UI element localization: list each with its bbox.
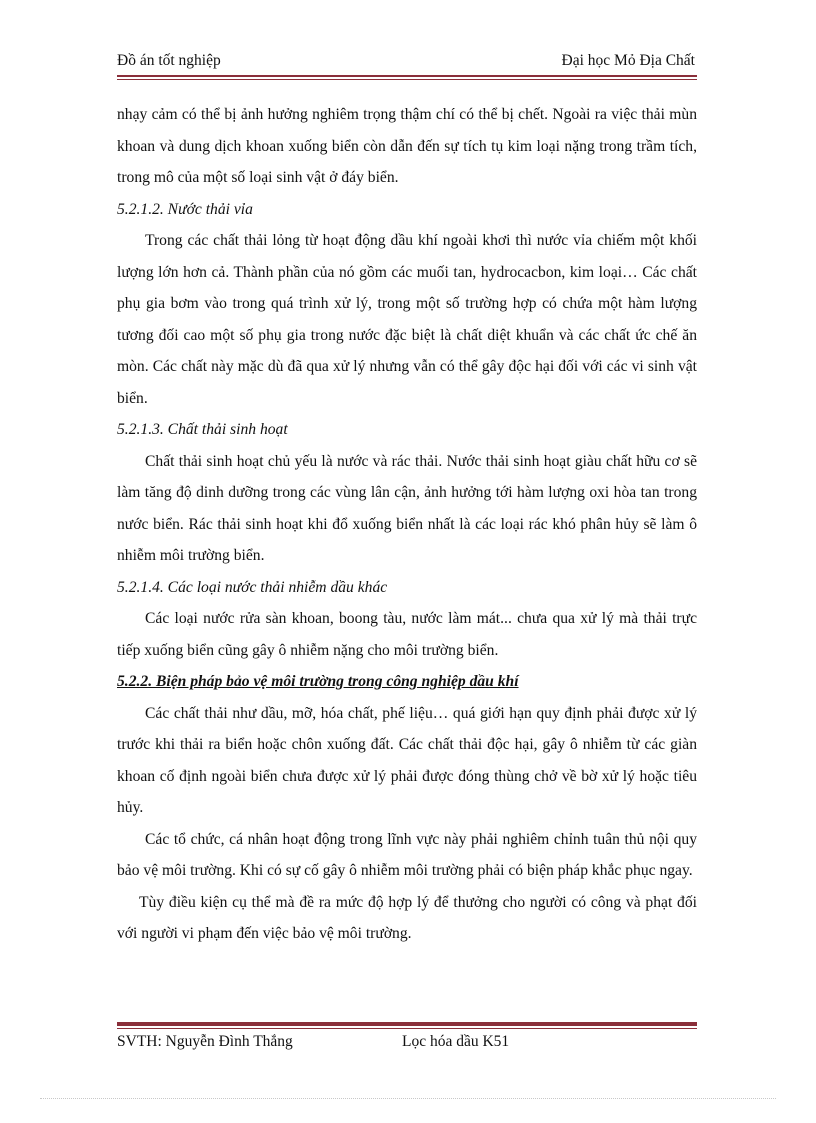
- header-right: Đại học Mỏ Địa Chất: [561, 52, 695, 69]
- header-rule-thick: [117, 75, 697, 77]
- footer-class: Lọc hóa dầu K51: [402, 1033, 510, 1050]
- heading-domestic-waste: 5.2.1.3. Chất thải sinh hoạt: [117, 421, 288, 438]
- paragraph-waste-treatment: Các chất thải như dầu, mỡ, hóa chất, phế liệu… quá giới hạn quy định phải được xử lý trước khi thải ra biển hoặc chôn xuống đất. Các chất thải độc hại, gây ô nhiễm từ các giàn khoan cố định ngoài biển chưa được xử lý phải được đóng thùng chở về bờ xử lý hoặc tiêu hủy.: [117, 704, 697, 816]
- paragraph-domestic-waste: Chất thải sinh hoạt chủ yếu là nước và rác thải. Nước thải sinh hoạt giàu chất hữu cơ sẽ làm tăng độ dinh dưỡng trong các vùng lân cận, ảnh hưởng tới hàm lượng oxi hòa tan trong nước biển. Rác thải sinh hoạt khi đổ xuống biển nhất là các loại rác khó phân hủy sẽ làm ô nhiễm môi trường biển.: [117, 452, 697, 564]
- page-bottom-edge: [40, 1098, 776, 1099]
- footer-rule-thick: [117, 1022, 697, 1026]
- footer-student: SVTH: Nguyễn Đình Thắng: [117, 1033, 293, 1050]
- heading-protection-measures: 5.2.2. Biện pháp bảo vệ môi trường trong công nghiệp dầu khí: [117, 673, 519, 690]
- paragraph-continued: nhạy cảm có thể bị ảnh hưởng nghiêm trọng thậm chí có thể bị chết. Ngoài ra việc thải mùn khoan và dung dịch khoan xuống biển còn dẫn đến sự tích tụ kim loại nặng trong trầm tích, trong mô của một số loại sinh vật ở đáy biển.: [117, 106, 697, 186]
- heading-produced-water: 5.2.1.2. Nước thải vỉa: [117, 200, 253, 218]
- page-header: [117, 52, 695, 70]
- paragraph-rewards: Tùy điều kiện cụ thể mà đề ra mức độ hợp lý để thưởng cho người có công và phạt đối với người vi phạm đến việc bảo vệ môi trường.: [117, 893, 697, 942]
- heading-oily-wastewater: 5.2.1.4. Các loại nước thải nhiễm dầu khác: [117, 578, 388, 596]
- paragraph-oily-wastewater: Các loại nước rửa sàn khoan, boong tàu, nước làm mát... chưa qua xử lý mà thải trực tiếp xuống biển cũng gây ô nhiễm nặng cho môi trường biển.: [117, 610, 697, 659]
- header-rule-thin: [117, 79, 697, 80]
- document-body: [117, 99, 697, 950]
- header-left: Đồ án tốt nghiệp: [117, 52, 221, 69]
- paragraph-compliance: Các tổ chức, cá nhân hoạt động trong lĩnh vực này phải nghiêm chỉnh tuân thủ nội quy bảo vệ môi trường. Khi có sự cố gây ô nhiễm môi trường phải có biện pháp khắc phục ngay.: [117, 830, 697, 879]
- footer-rule-thin: [117, 1028, 697, 1029]
- paragraph-produced-water: Trong các chất thải lỏng từ hoạt động dầu khí ngoài khơi thì nước vỉa chiếm một khối lượng lớn hơn cả. Thành phần của nó gồm các muối tan, hydrocacbon, kim loại… Các chất phụ gia bơm vào trong quá trình xử lý, trong một số trường hợp có chứa một hàm lượng tương đối cao một số phụ gia trong nước đặc biệt là chất diệt khuẩn và các chất ức chế ăn mòn. Các chất này mặc dù đã qua xử lý nhưng vẫn có thể gây độc hại đối với các vi sinh vật biển.: [117, 232, 697, 407]
